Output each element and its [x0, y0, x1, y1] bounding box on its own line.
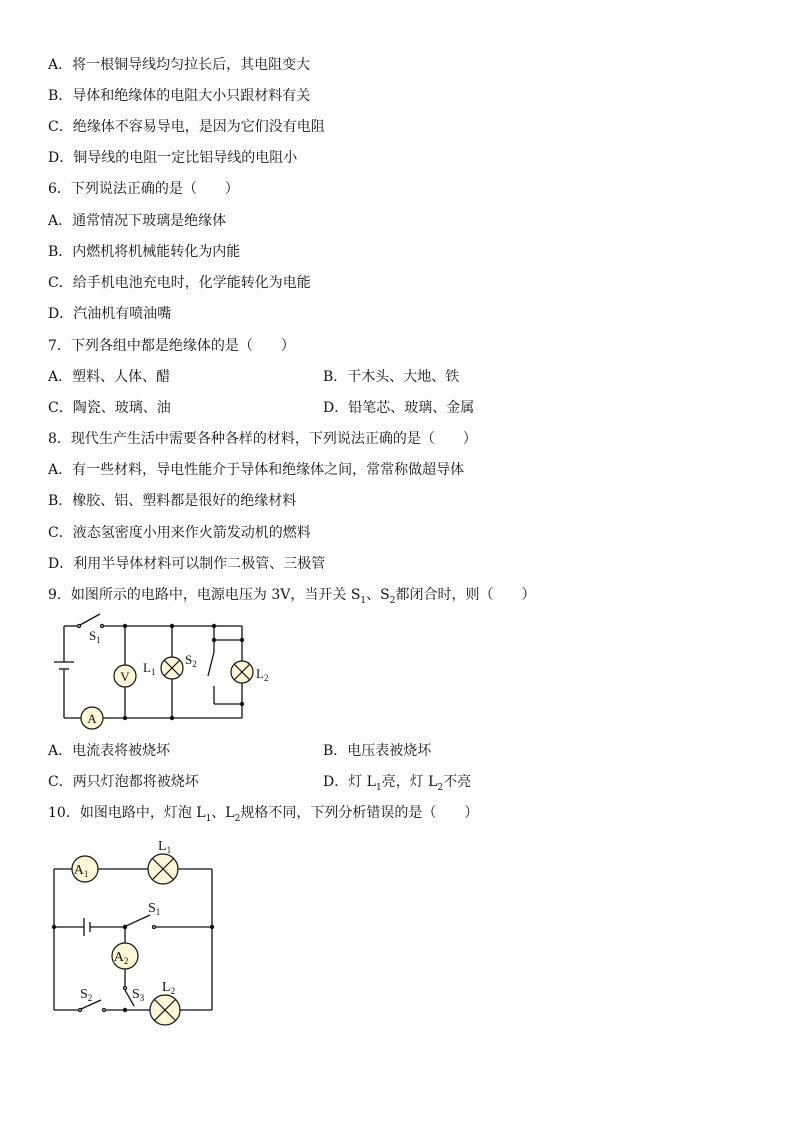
q8-option-a: A．有一些材料，导电性能介于导体和绝缘体之间，常常称做超导体	[48, 462, 465, 478]
q9-option-a: A．电流表将被烧坏	[48, 743, 171, 759]
q10-circuit-diagram	[44, 834, 234, 1030]
q6-option-d: D．汽油机有喷油嘴	[48, 306, 172, 322]
q9-l2-label: $L_2$	[256, 666, 269, 683]
q8-option-b: B．橡胶、铝、塑料都是很好的绝缘材料	[48, 493, 297, 509]
q6-option-a: A．通常情况下玻璃是绝缘体	[48, 213, 227, 229]
q9-s1-label: $S_1$	[89, 628, 101, 645]
q10-s2-label: $S_2$	[80, 987, 93, 1003]
q5-option-a: A．将一根铜导线均匀拉长后，其电阻变大	[48, 57, 311, 73]
q7-option-d: D．铅笔芯、玻璃、金属	[323, 400, 475, 416]
q5-option-d: D．铜导线的电阻一定比铝导线的电阻小	[48, 150, 298, 166]
q9-option-b: B．电压表被烧坏	[323, 743, 432, 759]
q5-option-c: C．绝缘体不容易导电，是因为它们没有电阻	[48, 119, 325, 135]
q10-a1-label: $A_1$	[73, 863, 89, 879]
q9-circuit-diagram	[44, 606, 284, 730]
q9-stem: 9．如图所示的电路中，电源电压为 3V，当开关 $S_1$、$S_2$都闭合时，则（ ）	[48, 587, 536, 606]
q7-stem: 7．下列各组中都是绝缘体的是（ ）	[48, 338, 295, 354]
q10-l1-label: $L_1$	[158, 839, 172, 855]
q9-option-c: C．两只灯泡都将被烧坏	[48, 774, 199, 790]
q7-option-c: C．陶瓷、玻璃、油	[48, 400, 171, 416]
q9-option-d: D．灯 $L_1$亮，灯 $L_2$不亮	[323, 774, 472, 793]
q10-stem: 10．如图电路中，灯泡 $L_1$、$L_2$规格不同，下列分析错误的是（ ）	[48, 805, 479, 824]
q8-stem: 8．现代生产生活中需要各种各样的材料，下列说法正确的是（ ）	[48, 431, 477, 447]
q6-option-b: B．内燃机将机械能转化为内能	[48, 244, 241, 260]
q9-l1-label: $L_1$	[143, 660, 156, 677]
q10-l2-label: $L_2$	[162, 980, 176, 996]
q9-ammeter-label: A	[87, 711, 97, 726]
q10-s3-label: $S_3$	[132, 987, 145, 1003]
q5-option-b: B．导体和绝缘体的电阻大小只跟材料有关	[48, 88, 311, 104]
q8-option-c: C．液态氢密度小用来作火箭发动机的燃料	[48, 525, 311, 541]
q10-a2-label: $A_2$	[113, 950, 129, 966]
q9-s2-label: $S_2$	[185, 652, 197, 669]
q7-option-b: B．干木头、大地、铁	[323, 369, 460, 385]
q6-option-c: C．给手机电池充电时，化学能转化为电能	[48, 275, 311, 291]
q9-voltmeter-label: V	[120, 669, 130, 684]
q10-s1-label: $S_1$	[148, 901, 161, 917]
q7-option-a: A．塑料、人体、醋	[48, 369, 171, 385]
q6-stem: 6．下列说法正确的是（ ）	[48, 181, 239, 197]
q8-option-d: D．利用半导体材料可以制作二极管、三极管	[48, 556, 326, 572]
